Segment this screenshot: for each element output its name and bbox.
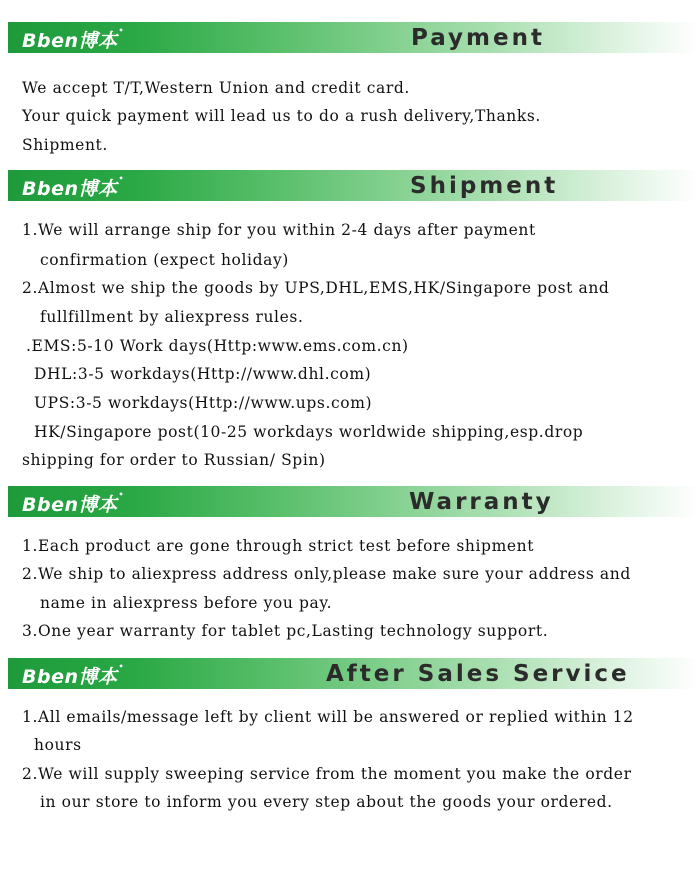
- warranty-title: Warranty: [409, 489, 554, 515]
- after-sales-header-bar: [8, 658, 700, 689]
- warranty-line: 1.Each product are gone through strict test before shipment: [22, 537, 535, 555]
- after-sales-line: 1.All emails/message left by client will be answered or replied within 12: [22, 708, 634, 726]
- after-sales-line: 2.We will supply sweeping service from the moment you make the order: [22, 765, 632, 783]
- shipment-header-bar: [8, 170, 700, 201]
- shipment-line: fullfillment by aliexpress rules.: [40, 308, 304, 326]
- after-sales-line: in our store to inform you every step about the goods your ordered.: [40, 793, 613, 811]
- payment-title: Payment: [411, 25, 545, 51]
- warranty-line: name in aliexpress before you pay.: [40, 594, 333, 612]
- brand-logo: Bben博本•: [22, 26, 125, 52]
- shipment-line: UPS:3-5 workdays(Http://www.ups.com): [34, 394, 373, 412]
- brand-logo: Bben博本•: [22, 490, 125, 516]
- brand-logo: Bben博本•: [22, 174, 125, 200]
- brand-logo: Bben博本•: [22, 662, 125, 688]
- shipment-line: 1.We will arrange ship for you within 2-4 days after payment: [22, 221, 536, 239]
- payment-line: Shipment.: [22, 136, 108, 154]
- after-sales-title: After Sales Service: [326, 661, 630, 687]
- shipment-title: Shipment: [410, 173, 559, 199]
- shipment-line: DHL:3-5 workdays(Http://www.dhl.com): [34, 365, 372, 383]
- warranty-header-bar: [8, 486, 700, 517]
- warranty-line: 3.One year warranty for tablet pc,Lasting technology support.: [22, 622, 549, 640]
- shipment-line: .EMS:5-10 Work days(Http:www.ems.com.cn): [26, 337, 409, 355]
- shipment-line: 2.Almost we ship the goods by UPS,DHL,EMS,HK/Singapore post and: [22, 279, 610, 297]
- payment-line: Your quick payment will lead us to do a rush delivery,Thanks.: [22, 107, 541, 125]
- shipment-line: HK/Singapore post(10-25 workdays worldwide shipping,esp.drop: [34, 423, 584, 441]
- after-sales-line: hours: [34, 736, 82, 754]
- payment-line: We accept T/T,Western Union and credit card.: [22, 79, 410, 97]
- payment-header-bar: [8, 22, 700, 53]
- shipment-line: confirmation (expect holiday): [40, 251, 289, 269]
- shipment-line: shipping for order to Russian/ Spin): [22, 451, 326, 469]
- warranty-line: 2.We ship to aliexpress address only,please make sure your address and: [22, 565, 631, 583]
